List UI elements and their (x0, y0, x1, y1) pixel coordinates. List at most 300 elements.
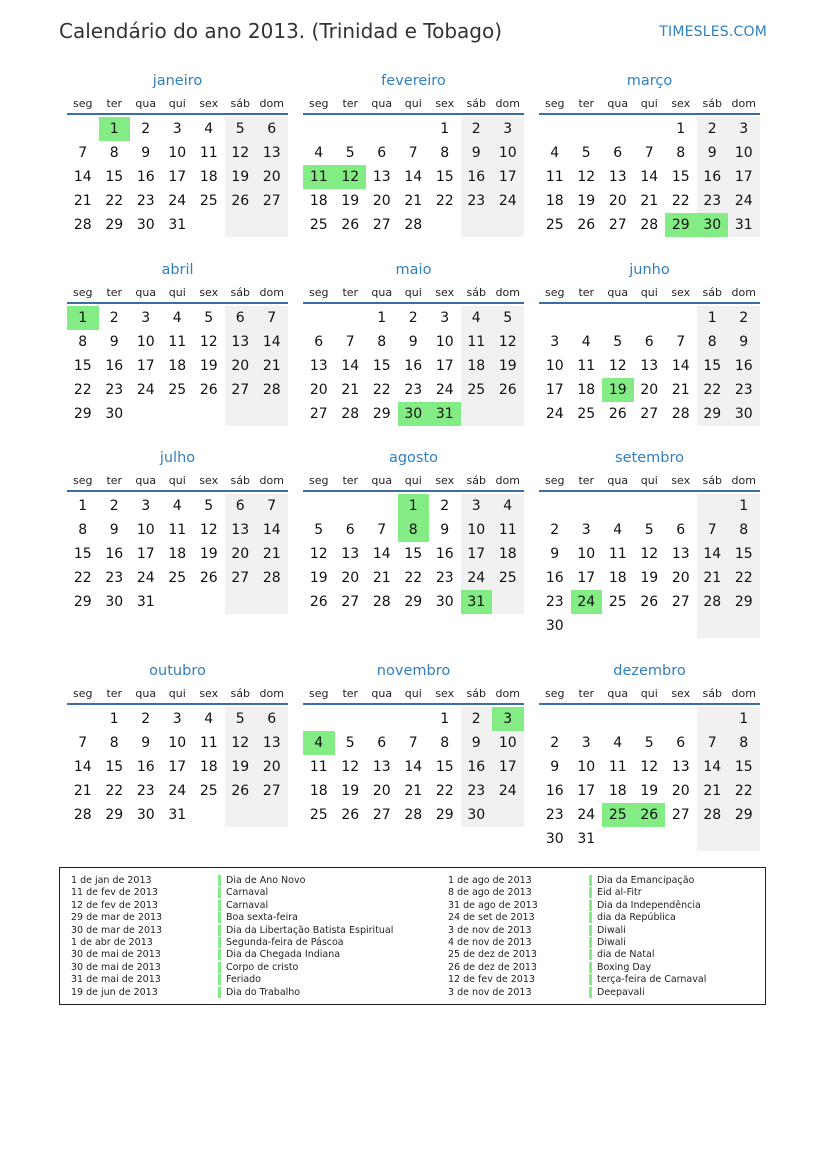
day-cell: 13 (262, 735, 281, 751)
day-cell: 25 (467, 382, 486, 398)
weekday-header: qui (640, 286, 658, 299)
day-cell: 22 (105, 193, 124, 209)
weekday-header: sex (671, 687, 691, 700)
day-cell: 24 (467, 570, 486, 586)
day-cell: 8 (440, 735, 450, 751)
day-cell: 20 (309, 382, 328, 398)
day-cell: 7 (267, 498, 277, 514)
day-cell: 18 (498, 546, 517, 562)
day-cell: 10 (168, 145, 187, 161)
day-cell: 27 (640, 406, 659, 422)
header-rule (67, 302, 288, 304)
weekday-header: dom (731, 97, 756, 110)
day-cell: 19 (199, 358, 218, 374)
weekday-header: sáb (702, 286, 722, 299)
day-cell: 16 (467, 169, 486, 185)
day-cell: 9 (471, 145, 481, 161)
legend-date: 4 de nov de 2013 (448, 937, 532, 948)
day-cell: 12 (608, 358, 627, 374)
day-cell: 7 (345, 334, 355, 350)
legend-holiday-name: Dia de Ano Novo (218, 875, 305, 886)
day-cell: 30 (545, 618, 564, 634)
day-cell: 28 (73, 217, 92, 233)
day-cell: 3 (550, 334, 560, 350)
day-cell: 28 (73, 807, 92, 823)
day-cell: 21 (404, 193, 423, 209)
day-cell: 8 (78, 522, 88, 538)
month-name: agosto (388, 450, 439, 466)
day-cell: 20 (372, 783, 391, 799)
day-cell: 4 (613, 522, 623, 538)
holiday-day-cell: 31 (429, 402, 461, 426)
month-name: junho (629, 262, 670, 278)
day-cell: 28 (262, 382, 281, 398)
day-cell: 2 (471, 711, 481, 727)
holiday-day-cell: 31 (461, 590, 493, 614)
day-cell: 1 (739, 711, 749, 727)
day-cell: 14 (703, 546, 722, 562)
header-rule (67, 490, 288, 492)
day-cell: 23 (467, 193, 486, 209)
weekday-header: ter (578, 286, 595, 299)
legend-date: 30 de mar de 2013 (71, 924, 163, 936)
day-cell: 16 (105, 358, 124, 374)
weekday-header: qua (607, 474, 629, 487)
day-cell: 20 (231, 546, 250, 562)
holiday-day-cell: 1 (398, 494, 430, 518)
day-cell: 16 (136, 169, 155, 185)
day-cell: 25 (309, 217, 328, 233)
day-cell: 29 (703, 406, 722, 422)
weekday-header: dom (495, 286, 520, 299)
day-cell: 10 (498, 145, 517, 161)
day-cell: 21 (640, 193, 659, 209)
legend-date: 24 de set de 2013 (448, 912, 535, 924)
weekday-header: qua (135, 97, 157, 110)
day-cell: 12 (199, 334, 218, 350)
day-cell: 27 (372, 807, 391, 823)
day-cell: 27 (671, 594, 690, 610)
day-cell: 16 (545, 783, 564, 799)
day-cell: 15 (73, 546, 92, 562)
legend-date: 8 de ago de 2013 (448, 887, 532, 899)
day-cell: 22 (671, 193, 690, 209)
day-cell: 20 (671, 570, 690, 586)
day-cell: 27 (671, 807, 690, 823)
day-cell: 23 (404, 382, 423, 398)
weekday-header: seg (309, 286, 329, 299)
day-cell: 25 (199, 193, 218, 209)
day-cell: 6 (267, 711, 277, 727)
day-cell: 20 (640, 382, 659, 398)
day-cell: 17 (498, 759, 517, 775)
day-cell: 12 (199, 522, 218, 538)
weekday-header: dom (495, 474, 520, 487)
weekday-header: sáb (702, 474, 722, 487)
day-cell: 4 (204, 121, 214, 137)
legend-holiday-name: Diwali (589, 925, 626, 936)
weekday-header: qua (371, 97, 393, 110)
day-cell: 20 (372, 193, 391, 209)
day-cell: 31 (168, 807, 187, 823)
weekday-header: sáb (466, 474, 486, 487)
day-cell: 1 (377, 310, 387, 326)
weekday-header: qua (371, 474, 393, 487)
day-cell: 6 (345, 522, 355, 538)
day-cell: 6 (314, 334, 324, 350)
day-cell: 25 (608, 594, 627, 610)
day-cell: 13 (372, 759, 391, 775)
day-cell: 12 (640, 546, 659, 562)
weekday-header: sex (199, 286, 219, 299)
day-cell: 19 (577, 193, 596, 209)
day-cell: 27 (231, 570, 250, 586)
day-cell: 1 (707, 310, 717, 326)
day-cell: 15 (73, 358, 92, 374)
day-cell: 18 (168, 358, 187, 374)
day-cell: 31 (577, 831, 596, 847)
day-cell: 13 (640, 358, 659, 374)
holiday-day-cell: 3 (492, 707, 524, 731)
day-cell: 23 (734, 382, 753, 398)
day-cell: 6 (377, 735, 387, 751)
day-cell: 19 (231, 169, 250, 185)
day-cell: 17 (498, 169, 517, 185)
day-cell: 11 (608, 759, 627, 775)
day-cell: 23 (467, 783, 486, 799)
day-cell: 19 (640, 570, 659, 586)
day-cell: 11 (608, 546, 627, 562)
weekday-header: seg (545, 286, 565, 299)
day-cell: 19 (498, 358, 517, 374)
day-cell: 18 (309, 193, 328, 209)
day-cell: 14 (262, 334, 281, 350)
day-cell: 21 (262, 546, 281, 562)
day-cell: 23 (136, 193, 155, 209)
month-name: novembro (376, 663, 451, 679)
holiday-day-cell: 8 (398, 518, 430, 542)
day-cell: 8 (739, 735, 749, 751)
day-cell: 24 (136, 570, 155, 586)
day-cell: 2 (550, 522, 560, 538)
day-cell: 30 (435, 594, 454, 610)
weekday-header: sex (435, 97, 455, 110)
day-cell: 15 (734, 759, 753, 775)
day-cell: 12 (231, 735, 250, 751)
weekday-header: qui (404, 97, 422, 110)
day-cell: 19 (199, 546, 218, 562)
day-cell: 8 (377, 334, 387, 350)
legend-date: 11 de fev de 2013 (71, 887, 158, 899)
day-cell: 1 (440, 121, 450, 137)
weekday-header: qui (404, 286, 422, 299)
day-cell: 4 (471, 310, 481, 326)
day-cell: 7 (78, 145, 88, 161)
day-cell: 4 (550, 145, 560, 161)
header-rule (67, 703, 288, 705)
month-name: março (626, 73, 673, 89)
day-cell: 9 (141, 735, 151, 751)
day-cell: 3 (503, 121, 513, 137)
day-cell: 10 (734, 145, 753, 161)
day-cell: 6 (676, 522, 686, 538)
day-cell: 11 (577, 358, 596, 374)
day-cell: 11 (199, 145, 218, 161)
day-cell: 21 (372, 570, 391, 586)
weekday-header: qua (135, 474, 157, 487)
day-cell: 29 (372, 406, 391, 422)
weekday-header: ter (342, 97, 359, 110)
month-name: maio (395, 262, 432, 278)
day-cell: 29 (734, 594, 753, 610)
day-cell: 13 (372, 169, 391, 185)
legend-holiday-name: dia da República (589, 912, 676, 923)
weekday-header: qui (168, 286, 186, 299)
site-brand-link[interactable]: TIMESLES.COM (659, 24, 767, 40)
day-cell: 10 (545, 358, 564, 374)
day-cell: 18 (608, 570, 627, 586)
day-cell: 13 (231, 334, 250, 350)
header-rule (303, 703, 524, 705)
day-cell: 11 (467, 334, 486, 350)
day-cell: 5 (345, 145, 355, 161)
day-cell: 11 (199, 735, 218, 751)
day-cell: 27 (262, 193, 281, 209)
day-cell: 24 (136, 382, 155, 398)
day-cell: 3 (141, 310, 151, 326)
day-cell: 2 (109, 498, 119, 514)
day-cell: 26 (199, 382, 218, 398)
day-cell: 27 (309, 406, 328, 422)
legend-holiday-name: Eid al-Fitr (589, 887, 642, 898)
weekday-header: seg (545, 97, 565, 110)
day-cell: 24 (435, 382, 454, 398)
day-cell: 6 (644, 334, 654, 350)
weekday-header: sex (671, 474, 691, 487)
day-cell: 10 (498, 735, 517, 751)
day-cell: 3 (471, 498, 481, 514)
weekday-header: qua (607, 687, 629, 700)
day-cell: 3 (581, 522, 591, 538)
weekday-header: sáb (230, 474, 250, 487)
day-cell: 4 (581, 334, 591, 350)
day-cell: 16 (404, 358, 423, 374)
day-cell: 7 (707, 522, 717, 538)
day-cell: 30 (545, 831, 564, 847)
day-cell: 22 (435, 783, 454, 799)
holiday-legend (59, 867, 766, 1005)
day-cell: 30 (105, 594, 124, 610)
day-cell: 28 (671, 406, 690, 422)
legend-holiday-name: Dia da Chegada Indiana (218, 949, 340, 960)
day-cell: 30 (734, 406, 753, 422)
day-cell: 15 (435, 759, 454, 775)
day-cell: 5 (503, 310, 513, 326)
day-cell: 21 (73, 193, 92, 209)
day-cell: 2 (550, 735, 560, 751)
day-cell: 23 (435, 570, 454, 586)
day-cell: 7 (267, 310, 277, 326)
legend-holiday-name: Diwali (589, 937, 626, 948)
day-cell: 16 (105, 546, 124, 562)
day-cell: 5 (581, 145, 591, 161)
weekday-header: ter (106, 286, 123, 299)
day-cell: 12 (640, 759, 659, 775)
header-rule (539, 302, 760, 304)
day-cell: 12 (577, 169, 596, 185)
day-cell: 14 (262, 522, 281, 538)
day-cell: 17 (435, 358, 454, 374)
day-cell: 12 (498, 334, 517, 350)
day-cell: 16 (734, 358, 753, 374)
weekday-header: ter (578, 474, 595, 487)
day-cell: 5 (644, 522, 654, 538)
weekday-header: ter (106, 474, 123, 487)
weekday-header: dom (259, 474, 284, 487)
day-cell: 25 (168, 570, 187, 586)
day-cell: 6 (613, 145, 623, 161)
day-cell: 24 (577, 807, 596, 823)
day-cell: 7 (707, 735, 717, 751)
legend-date: 30 de mai de 2013 (71, 949, 161, 961)
day-cell: 18 (199, 759, 218, 775)
day-cell: 26 (608, 406, 627, 422)
day-cell: 29 (734, 807, 753, 823)
day-cell: 31 (734, 217, 753, 233)
day-cell: 25 (168, 382, 187, 398)
day-cell: 5 (204, 498, 214, 514)
day-cell: 5 (613, 334, 623, 350)
month-name: outubro (149, 663, 206, 679)
day-cell: 8 (707, 334, 717, 350)
legend-holiday-name: Carnaval (218, 900, 268, 911)
day-cell: 6 (235, 310, 245, 326)
legend-date: 26 de dez de 2013 (448, 961, 537, 973)
day-cell: 8 (739, 522, 749, 538)
day-cell: 13 (671, 759, 690, 775)
day-cell: 20 (262, 759, 281, 775)
day-cell: 21 (404, 783, 423, 799)
day-cell: 23 (703, 193, 722, 209)
day-cell: 29 (435, 807, 454, 823)
holiday-day-cell: 30 (697, 213, 729, 237)
day-cell: 20 (262, 169, 281, 185)
day-cell: 5 (235, 121, 245, 137)
day-cell: 14 (404, 759, 423, 775)
legend-date: 30 de mai de 2013 (71, 961, 161, 973)
weekday-header: sex (435, 474, 455, 487)
day-cell: 28 (262, 570, 281, 586)
day-cell: 2 (440, 498, 450, 514)
day-cell: 22 (734, 570, 753, 586)
day-cell: 18 (467, 358, 486, 374)
holiday-day-cell: 11 (303, 165, 335, 189)
legend-date: 12 de fev de 2013 (448, 974, 535, 986)
weekday-header: qui (168, 97, 186, 110)
day-cell: 10 (435, 334, 454, 350)
weekday-header: dom (259, 687, 284, 700)
day-cell: 20 (608, 193, 627, 209)
legend-holiday-name: Dia do Trabalho (218, 987, 300, 998)
holiday-day-cell: 19 (602, 378, 634, 402)
legend-date: 12 de fev de 2013 (71, 899, 158, 911)
page-title: Calendário do ano 2013. (Trinidad e Tobago) (59, 19, 503, 43)
day-cell: 3 (440, 310, 450, 326)
day-cell: 4 (314, 145, 324, 161)
day-cell: 9 (440, 522, 450, 538)
day-cell: 4 (613, 735, 623, 751)
holiday-day-cell: 25 (602, 803, 634, 827)
day-cell: 17 (168, 169, 187, 185)
legend-date: 31 de mai de 2013 (71, 974, 161, 986)
day-cell: 14 (404, 169, 423, 185)
day-cell: 17 (467, 546, 486, 562)
holiday-day-cell: 1 (67, 306, 99, 330)
day-cell: 22 (404, 570, 423, 586)
holiday-day-cell: 29 (665, 213, 697, 237)
day-cell: 24 (734, 193, 753, 209)
day-cell: 3 (172, 121, 182, 137)
weekday-header: seg (73, 286, 93, 299)
day-cell: 15 (372, 358, 391, 374)
weekday-header: ter (578, 687, 595, 700)
weekday-header: seg (545, 474, 565, 487)
day-cell: 16 (435, 546, 454, 562)
day-cell: 19 (341, 193, 360, 209)
day-cell: 10 (168, 735, 187, 751)
day-cell: 27 (262, 783, 281, 799)
day-cell: 10 (136, 522, 155, 538)
weekday-header: ter (106, 97, 123, 110)
weekday-header: sex (199, 97, 219, 110)
weekday-header: ter (342, 474, 359, 487)
day-cell: 20 (341, 570, 360, 586)
day-cell: 26 (231, 193, 250, 209)
weekday-header: seg (73, 97, 93, 110)
day-cell: 26 (199, 570, 218, 586)
holiday-day-cell: 30 (398, 402, 430, 426)
legend-holiday-name: dia de Natal (589, 949, 655, 960)
day-cell: 17 (577, 783, 596, 799)
weekday-header: qui (404, 474, 422, 487)
legend-date: 1 de jan de 2013 (71, 875, 152, 886)
day-cell: 26 (640, 594, 659, 610)
holiday-day-cell: 26 (634, 803, 666, 827)
weekday-header: qua (135, 687, 157, 700)
day-cell: 30 (136, 807, 155, 823)
holiday-day-cell: 12 (335, 165, 367, 189)
day-cell: 21 (671, 382, 690, 398)
legend-holiday-name: Deepavali (589, 987, 645, 998)
holiday-day-cell: 1 (99, 117, 131, 141)
legend-holiday-name: Feriado (218, 974, 261, 985)
day-cell: 14 (640, 169, 659, 185)
weekday-header: dom (495, 97, 520, 110)
day-cell: 24 (498, 193, 517, 209)
weekday-header: sáb (702, 97, 722, 110)
day-cell: 29 (73, 594, 92, 610)
day-cell: 13 (309, 358, 328, 374)
day-cell: 11 (498, 522, 517, 538)
day-cell: 17 (545, 382, 564, 398)
day-cell: 1 (739, 498, 749, 514)
day-cell: 23 (545, 807, 564, 823)
day-cell: 27 (372, 217, 391, 233)
weekday-header: qua (371, 687, 393, 700)
day-cell: 24 (168, 193, 187, 209)
day-cell: 22 (435, 193, 454, 209)
month-name: abril (161, 262, 194, 278)
